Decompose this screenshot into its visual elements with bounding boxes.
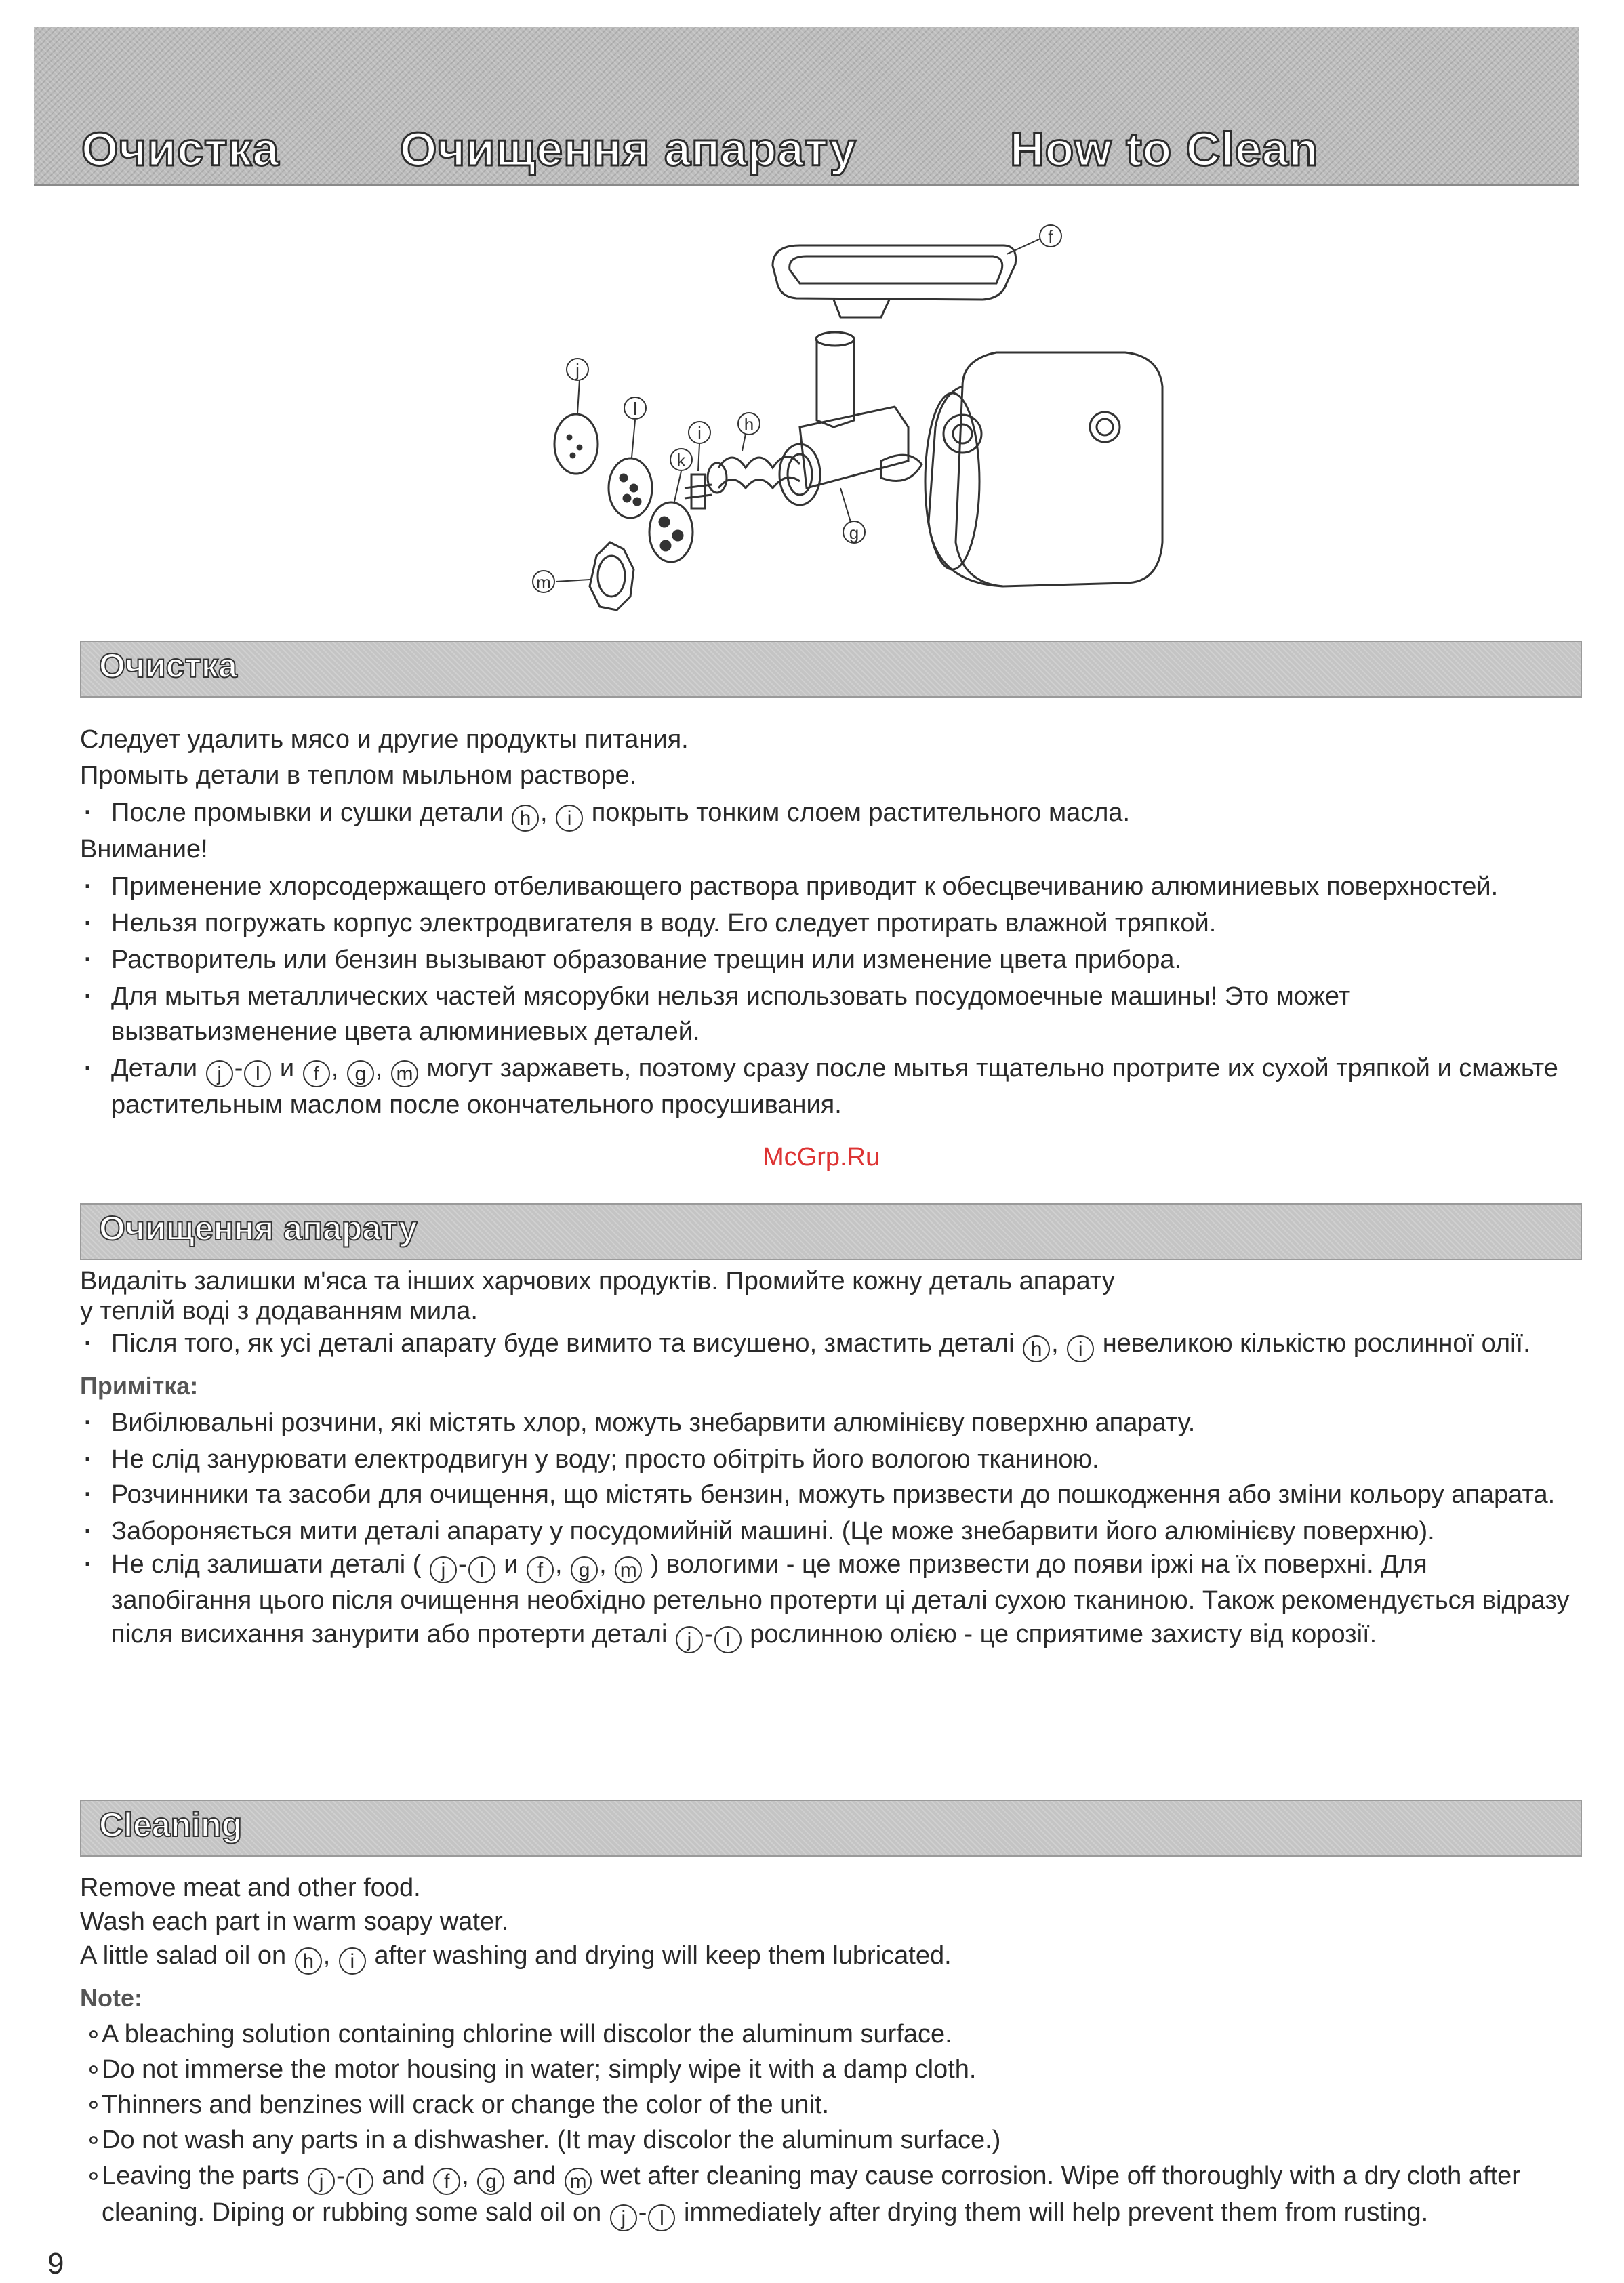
- uk-oil-bullet: · Після того, як усі деталі апарату буде вимито та висушено, змастить деталі h , i невеликою кількістю рослинної олії.: [80, 1327, 1571, 1362]
- uk-note: Примітка:: [80, 1372, 199, 1400]
- section-body-en: [80, 1871, 1571, 2231]
- ref-i: i: [339, 1947, 366, 1975]
- ref-f: f: [433, 2168, 460, 2195]
- ring-nut-part-m: [533, 542, 634, 610]
- banner-title-uk: Очищення апарату: [400, 123, 857, 176]
- ref-l: l: [346, 2168, 373, 2195]
- uk-bullet-4: · Забороняється мити деталі апарату у посудомийній машині. (Це може знебарвити його алюмінієву поверхню).: [80, 1516, 1571, 1546]
- label-k: k: [676, 450, 686, 470]
- en-oil-line: A little salad oil on h , i after washing and drying will keep them lubricated.: [80, 1939, 1571, 1975]
- cutting-knife-part-i: [685, 422, 712, 508]
- ref-l: l: [648, 2204, 675, 2231]
- ru-bullet-4: · Для мытья металлических частей мясорубки нельзя использовать посудомоечные машины! Это может вызватьизменение цвета алюминиевых деталей.: [80, 979, 1571, 1049]
- ref-h: h: [295, 1947, 322, 1975]
- ru-line-1: Следует удалить мясо и другие продукты питания.: [80, 725, 689, 754]
- label-g: g: [849, 523, 859, 543]
- en-bullet-2: ∘ Do not immerse the motor housing in water; simply wipe it with a damp cloth.: [80, 2053, 1571, 2086]
- uk-bullet-rust: · Не слід залишати деталі ( j - l и f , g , m ) вологими - це може призвести до появи іржі на їх поверхні. Для запобігання цього після очищення необхідно ретельно протерти ці деталі сухою тканиною. Також рекомендується відразу після висихання занурити або протерти деталі j - l рослинною олією - це сприятиме захисту від корозії.: [80, 1548, 1571, 1653]
- section-header-en: [80, 1800, 1582, 1857]
- ref-f: f: [303, 1060, 330, 1087]
- en-bullet-rust: ∘ Leaving the parts j - l and f , g and m wet after cleaning may cause corrosion. Wipe off thoroughly with a dry cloth after cleaning. Diping or rubbing some sald oil on j - l immediately after drying them will help prevent them from rusting.: [80, 2158, 1571, 2231]
- ref-g: g: [347, 1060, 374, 1087]
- en-line-1: Remove meat and other food.: [80, 1874, 421, 1902]
- ru-bullet-2: · Нельзя погружать корпус электродвигателя в воду. Его следует протирать влажной тряпкой.: [80, 906, 1571, 941]
- ref-i: i: [1067, 1335, 1094, 1362]
- ref-j: j: [308, 2168, 335, 2195]
- page-number: 9: [47, 2247, 64, 2280]
- motor-housing: [881, 352, 1162, 586]
- ref-f: f: [527, 1556, 554, 1583]
- ref-h: h: [512, 805, 539, 832]
- ru-oil-bullet: · После промывки и сушки детали h , i покрыть тонким слоем растительного масла.: [80, 795, 1571, 832]
- ru-bullet-3: · Растворитель или бензин вызывают образование трещин или изменение цвета прибора.: [80, 942, 1571, 977]
- cutting-plate-part-j: [554, 359, 598, 474]
- ref-j: j: [676, 1626, 703, 1653]
- section-header-ru: [80, 641, 1582, 698]
- uk-line-1: Видаліть залишки м'яса та інших харчових продуктів. Промийте кожну деталь апарату: [80, 1267, 1115, 1295]
- ref-m: m: [615, 1556, 642, 1583]
- cutting-plate-part-k: [649, 449, 693, 562]
- en-bullet-1: ∘ A bleaching solution containing chlorine will discolor the aluminum surface.: [80, 2017, 1571, 2051]
- ref-j: j: [610, 2204, 637, 2231]
- label-h: h: [744, 414, 754, 435]
- meat-grinder-exploded-diagram: [366, 203, 1179, 624]
- ref-j: j: [430, 1556, 457, 1583]
- ref-i: i: [556, 805, 583, 832]
- label-f: f: [1048, 226, 1053, 247]
- hopper-tray-part-f: [773, 225, 1061, 317]
- section-header-uk: [80, 1203, 1582, 1260]
- section-body-uk: [80, 1266, 1571, 1653]
- ru-warning: Внимание!: [80, 835, 208, 864]
- watermark: McGrp.Ru: [763, 1143, 880, 1171]
- cutting-plate-part-l: [609, 397, 652, 518]
- uk-bullet-1: · Вибілювальні розчини, які містять хлор, можуть знебарвити алюмінієву поверхню апарату.: [80, 1405, 1571, 1440]
- ref-m: m: [565, 2168, 592, 2195]
- section-title-en: Cleaning: [99, 1806, 243, 1844]
- section-title-ru: Очистка: [99, 647, 237, 685]
- ref-h: h: [1023, 1335, 1050, 1362]
- label-m: m: [536, 572, 551, 592]
- title-banner: [34, 27, 1579, 186]
- ru-bullet-rust: · Детали j - l и f , g , m могут заржаветь, поэтому сразу после мытья тщательно протрите их сухой тряпкой и смажьте растительным маслом после окончательного просушивания.: [80, 1051, 1571, 1123]
- ref-g: g: [571, 1556, 598, 1583]
- ru-line-2: Промыть детали в теплом мыльном растворе.: [80, 761, 637, 790]
- label-i: i: [697, 423, 702, 443]
- banner-title-ru: Очистка: [81, 123, 280, 176]
- en-bullet-3: ∘ Thinners and benzines will crack or change the color of the unit.: [80, 2088, 1571, 2122]
- ref-m: m: [391, 1060, 418, 1087]
- en-note: Note:: [80, 1984, 142, 2012]
- uk-bullet-3: · Розчинники та засоби для очищення, що містять бензин, можуть призвести до пошкодження або зміни кольору апарата.: [80, 1478, 1571, 1511]
- banner-title-en: How to Clean: [1010, 123, 1319, 176]
- grinder-head-part-g: [779, 332, 908, 543]
- ref-l: l: [244, 1060, 271, 1087]
- label-l: l: [633, 399, 637, 419]
- en-bullet-4: ∘ Do not wash any parts in a dishwasher. (It may discolor the aluminum surface.): [80, 2123, 1571, 2157]
- section-body-ru: [80, 722, 1571, 1123]
- uk-bullet-2: · Не слід занурювати електродвигун у воду; просто обітріть його вологою тканиною.: [80, 1442, 1571, 1477]
- ref-j: j: [206, 1060, 233, 1087]
- ru-bullet-1: · Применение хлорсодержащего отбеливающего раствора приводит к обесцвечиванию алюминиевых поверхностей.: [80, 869, 1571, 904]
- label-j: j: [575, 360, 580, 380]
- uk-line-2: у теплій воді з додаванням мила.: [80, 1297, 478, 1325]
- ref-g: g: [477, 2168, 504, 2195]
- section-title-uk: Очищення апарату: [99, 1209, 418, 1247]
- ref-l: l: [714, 1626, 742, 1653]
- en-line-2: Wash each part in warm soapy water.: [80, 1907, 509, 1936]
- ref-l: l: [468, 1556, 495, 1583]
